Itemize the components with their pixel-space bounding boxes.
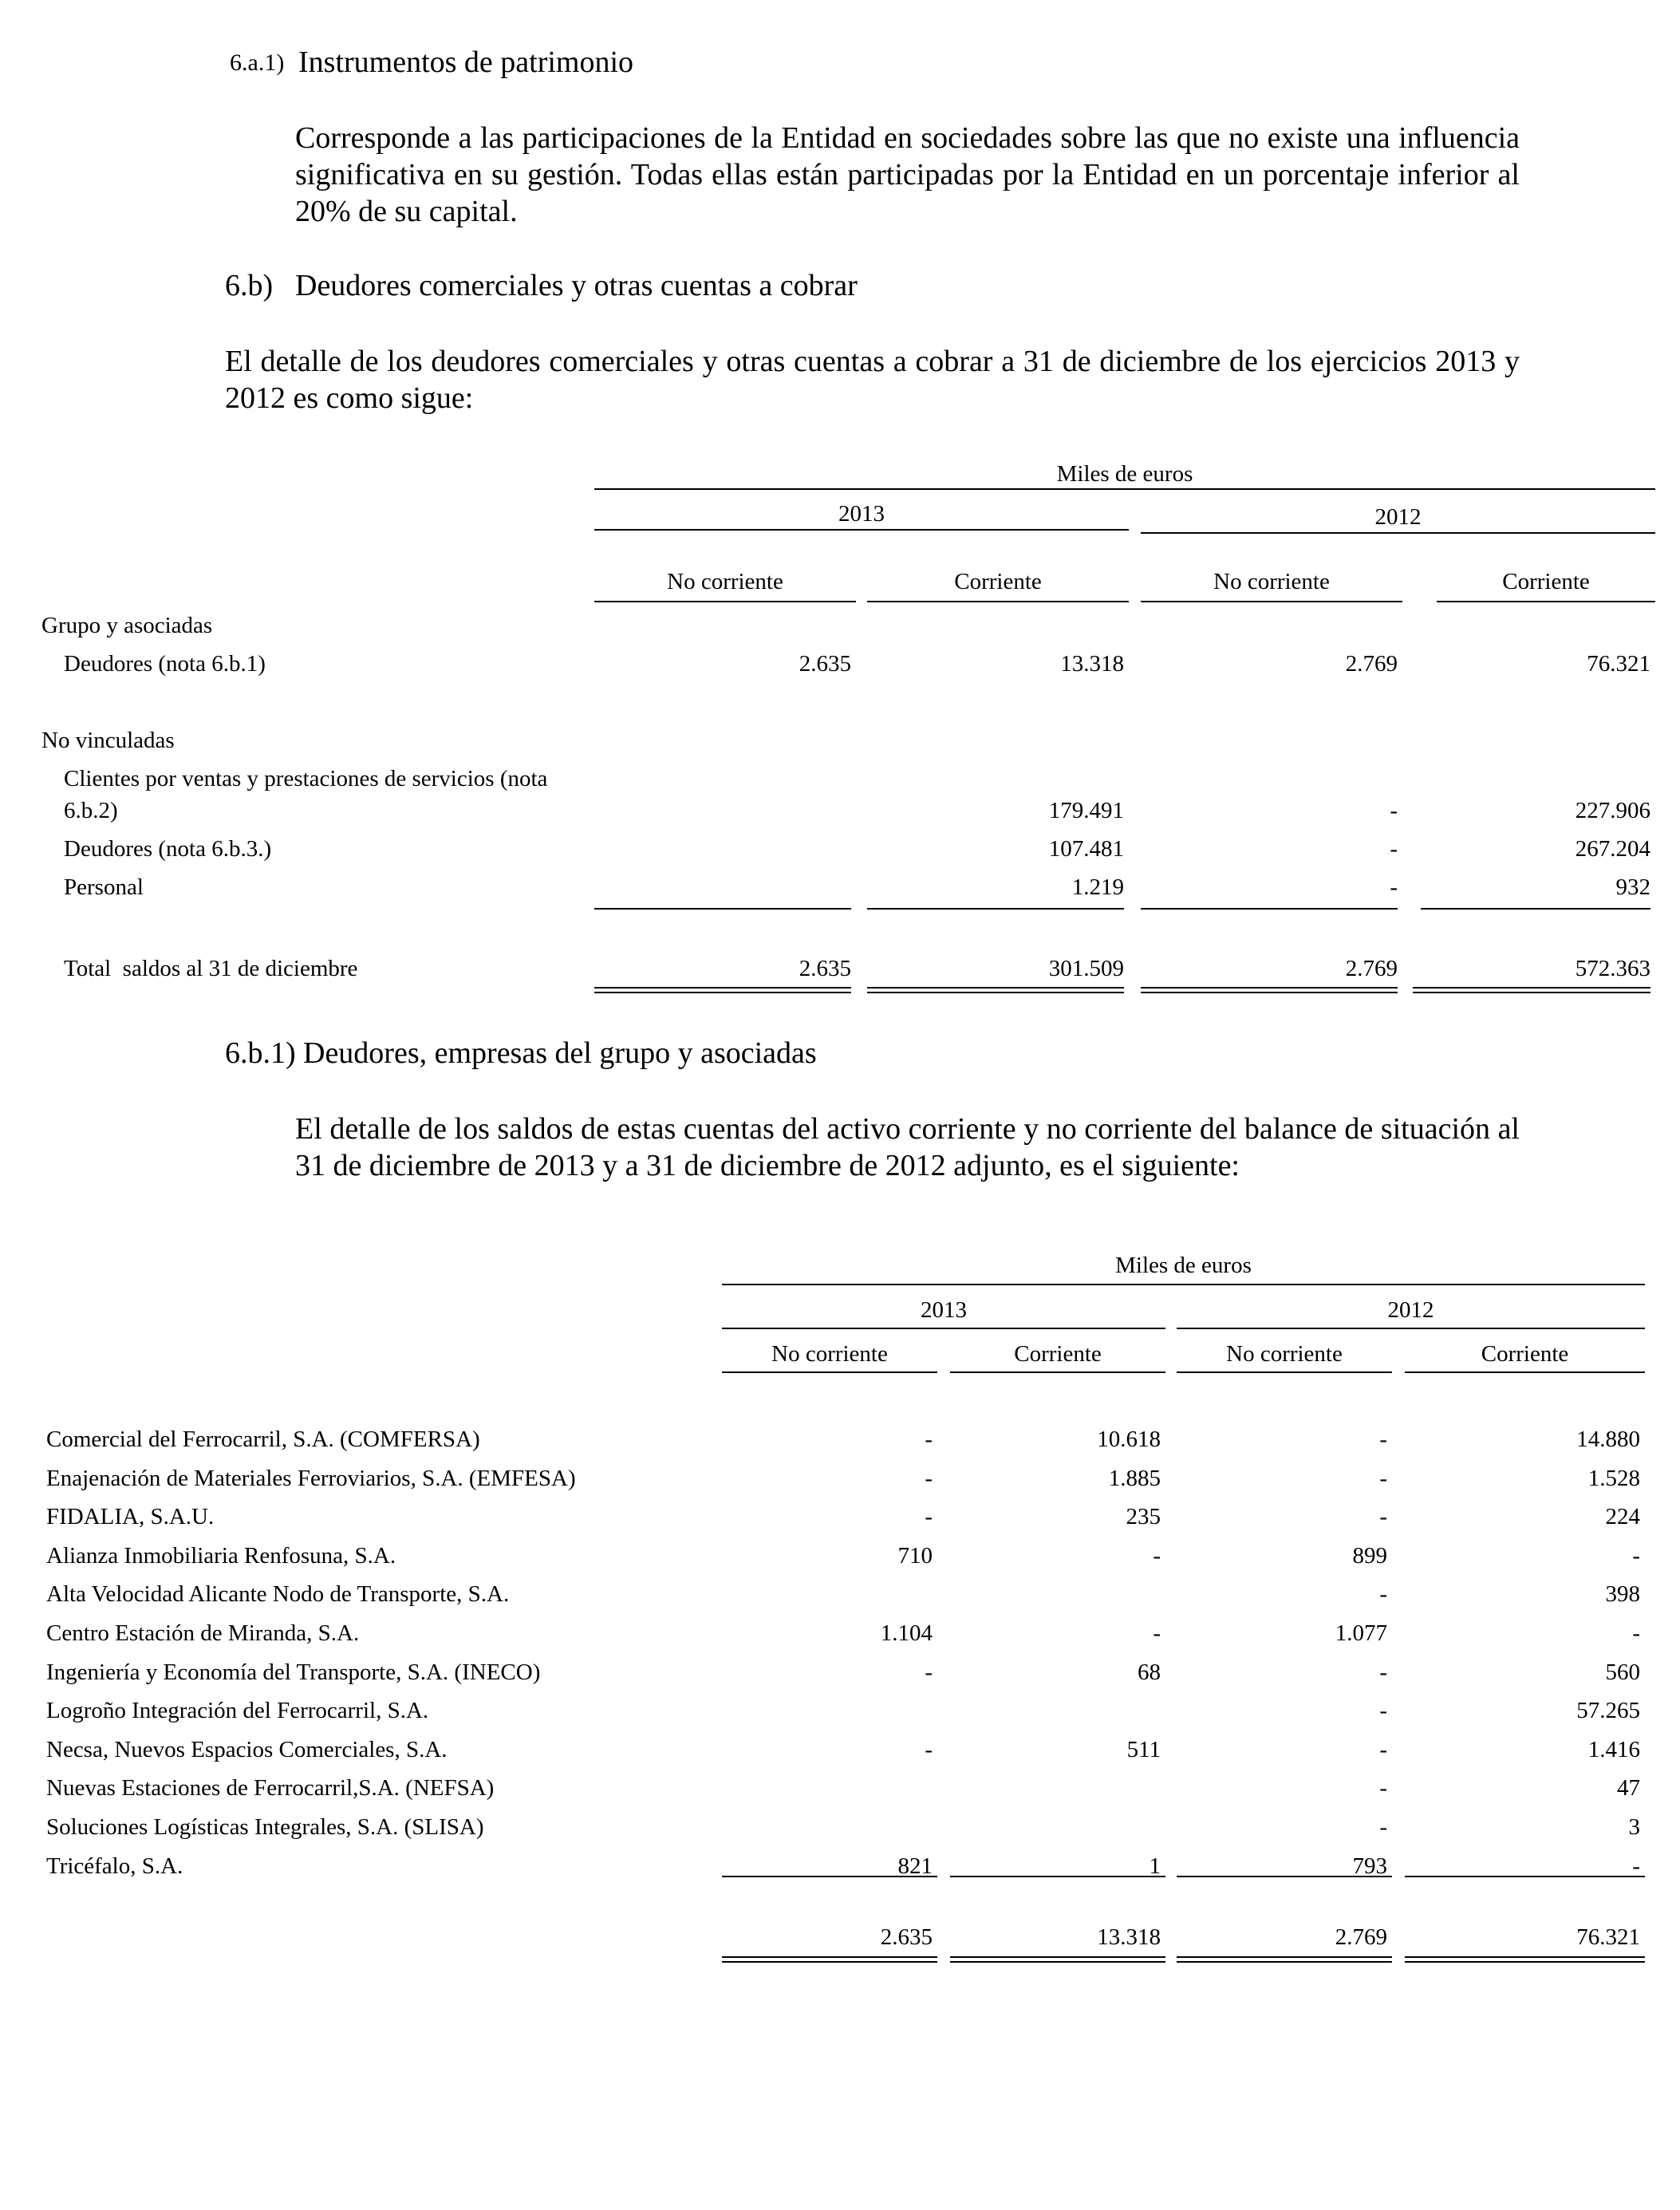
- cell-value: -: [1632, 1620, 1640, 1646]
- cell-value: 710: [897, 1543, 933, 1569]
- cell-value: 14.880: [1576, 1427, 1640, 1452]
- cell-value: -: [925, 1427, 933, 1452]
- table1-col-corriente-2012: Corriente: [1502, 569, 1590, 594]
- total-value: 2.769: [1345, 956, 1398, 981]
- table2-col-corriente-2013: Corriente: [1014, 1341, 1102, 1367]
- section-6b-number: 6.b): [225, 269, 274, 302]
- section-6b1-number: 6.b.1): [225, 1036, 296, 1070]
- row-label: Deudores (nota 6.b.3.): [64, 836, 272, 862]
- table1-year-2013: 2013: [838, 501, 885, 527]
- cell-value: -: [1390, 798, 1398, 823]
- total-label: Total saldos al 31 de diciembre: [64, 956, 358, 981]
- row-label: Alianza Inmobiliaria Renfosuna, S.A.: [46, 1543, 396, 1569]
- row-label-continued: 6.b.2): [64, 798, 118, 823]
- table1-col-corriente-2013: Corriente: [954, 569, 1042, 594]
- section-6b-paragraph: El detalle de los deudores comerciales y otras cuentas a cobrar a 31 de diciembre de los ejercicios 2013 y 2012 es como sigue:: [225, 345, 1520, 415]
- cell-value: 793: [1352, 1853, 1387, 1879]
- cell-value: 13.318: [1060, 651, 1124, 677]
- cell-value: -: [1379, 1466, 1387, 1491]
- cell-value: -: [1379, 1698, 1387, 1723]
- cell-value: 107.481: [1048, 836, 1124, 862]
- row-label: Logroño Integración del Ferrocarril, S.A.: [46, 1698, 429, 1723]
- table2-col-nocorriente-2012: No corriente: [1226, 1341, 1343, 1367]
- table2-unit-header: Miles de euros: [1115, 1253, 1252, 1278]
- cell-value: 1.077: [1335, 1620, 1387, 1646]
- cell-value: -: [1379, 1814, 1387, 1840]
- total-value: 572.363: [1575, 956, 1650, 981]
- table2-year-2013: 2013: [921, 1297, 967, 1323]
- cell-value: -: [1379, 1504, 1387, 1529]
- row-label: Alta Velocidad Alicante Nodo de Transporte, S.A.: [46, 1581, 510, 1607]
- cell-value: 2.769: [1345, 651, 1398, 677]
- cell-value: -: [925, 1466, 933, 1491]
- cell-value: 2.635: [799, 651, 851, 677]
- table2-col-corriente-2012: Corriente: [1481, 1341, 1569, 1367]
- cell-value: 1: [1149, 1853, 1161, 1879]
- cell-value: 68: [1138, 1659, 1161, 1685]
- section-6a1-title: Instrumentos de patrimonio: [298, 45, 634, 79]
- total-value: 76.321: [1576, 1924, 1640, 1950]
- cell-value: 10.618: [1097, 1427, 1161, 1452]
- total-value: 2.769: [1335, 1924, 1387, 1950]
- row-label: Clientes por ventas y prestaciones de servicios (nota: [64, 766, 548, 791]
- table1-col-nocorriente-2013: No corriente: [667, 569, 783, 594]
- cell-value: 57.265: [1576, 1698, 1640, 1723]
- cell-value: 1.219: [1071, 874, 1124, 900]
- cell-value: -: [1379, 1775, 1387, 1801]
- cell-value: 3: [1628, 1814, 1640, 1840]
- cell-value: 821: [897, 1853, 933, 1879]
- table1-group1-label: Grupo y asociadas: [41, 613, 213, 638]
- total-value: 2.635: [799, 956, 851, 981]
- cell-value: 398: [1605, 1581, 1640, 1607]
- row-label: Soluciones Logísticas Integrales, S.A. (SLISA): [46, 1814, 484, 1840]
- cell-value: 511: [1126, 1737, 1161, 1762]
- cell-value: -: [925, 1659, 933, 1685]
- section-6b1-title: Deudores, empresas del grupo y asociadas: [303, 1036, 817, 1070]
- row-label: Enajenación de Materiales Ferroviarios, S.A. (EMFESA): [46, 1466, 576, 1491]
- row-label: Deudores (nota 6.b.1): [64, 651, 266, 677]
- row-label: FIDALIA, S.A.U.: [46, 1504, 215, 1529]
- row-label: Personal: [64, 874, 144, 900]
- row-label: Nuevas Estaciones de Ferrocarril,S.A. (NEFSA): [46, 1775, 495, 1801]
- cell-value: 76.321: [1587, 651, 1650, 677]
- table1-col-nocorriente-2012: No corriente: [1213, 569, 1330, 594]
- cell-value: 1.528: [1587, 1466, 1640, 1491]
- table1-group2-label: No vinculadas: [41, 728, 175, 753]
- cell-value: 47: [1617, 1775, 1640, 1801]
- table2-year-2012: 2012: [1387, 1297, 1434, 1323]
- total-value: 301.509: [1048, 956, 1124, 981]
- cell-value: 1.416: [1587, 1737, 1640, 1762]
- cell-value: -: [925, 1737, 933, 1762]
- cell-value: -: [1379, 1659, 1387, 1685]
- cell-value: -: [1379, 1737, 1387, 1762]
- cell-value: 235: [1126, 1504, 1161, 1529]
- cell-value: 1.885: [1108, 1466, 1161, 1491]
- total-value: 2.635: [880, 1924, 933, 1950]
- cell-value: -: [1390, 836, 1398, 862]
- row-label: Comercial del Ferrocarril, S.A. (COMFERSA): [46, 1427, 480, 1452]
- cell-value: -: [1632, 1543, 1640, 1569]
- section-6b1-paragraph: El detalle de los saldos de estas cuentas del activo corriente y no corriente del balance de situación al 31 de diciembre de 2013 y a 31 de diciembre de 2012 adjunto, es el siguiente:: [295, 1112, 1520, 1182]
- total-value: 13.318: [1097, 1924, 1161, 1950]
- table1-unit-header: Miles de euros: [1056, 461, 1193, 487]
- cell-value: 899: [1352, 1543, 1387, 1569]
- cell-value: 932: [1615, 874, 1650, 900]
- cell-value: -: [925, 1504, 933, 1529]
- row-label: Centro Estación de Miranda, S.A.: [46, 1620, 360, 1646]
- cell-value: -: [1153, 1543, 1161, 1569]
- cell-value: 560: [1605, 1659, 1640, 1685]
- cell-value: 179.491: [1048, 798, 1124, 823]
- cell-value: 267.204: [1575, 836, 1650, 862]
- section-6a1-paragraph: Corresponde a las participaciones de la Entidad en sociedades sobre las que no existe una influencia significativa en su gestión. Todas ellas están participadas por la Entidad en un porcentaje inferior al 20% de su capital.: [295, 121, 1520, 228]
- cell-value: 1.104: [880, 1620, 933, 1646]
- row-label: Necsa, Nuevos Espacios Comerciales, S.A.: [46, 1737, 448, 1762]
- cell-value: 224: [1605, 1504, 1640, 1529]
- cell-value: 227.906: [1575, 798, 1650, 823]
- section-6b-title: Deudores comerciales y otras cuentas a cobrar: [295, 269, 858, 302]
- row-label: Ingeniería y Economía del Transporte, S.A. (INECO): [46, 1659, 541, 1685]
- row-label: Tricéfalo, S.A.: [46, 1853, 183, 1879]
- cell-value: -: [1390, 874, 1398, 900]
- cell-value: -: [1379, 1427, 1387, 1452]
- cell-value: -: [1379, 1581, 1387, 1607]
- section-6a1-number: 6.a.1): [230, 49, 285, 76]
- cell-value: -: [1153, 1620, 1161, 1646]
- table2-col-nocorriente-2013: No corriente: [771, 1341, 888, 1367]
- cell-value: -: [1632, 1853, 1640, 1879]
- table1-year-2012: 2012: [1374, 504, 1422, 530]
